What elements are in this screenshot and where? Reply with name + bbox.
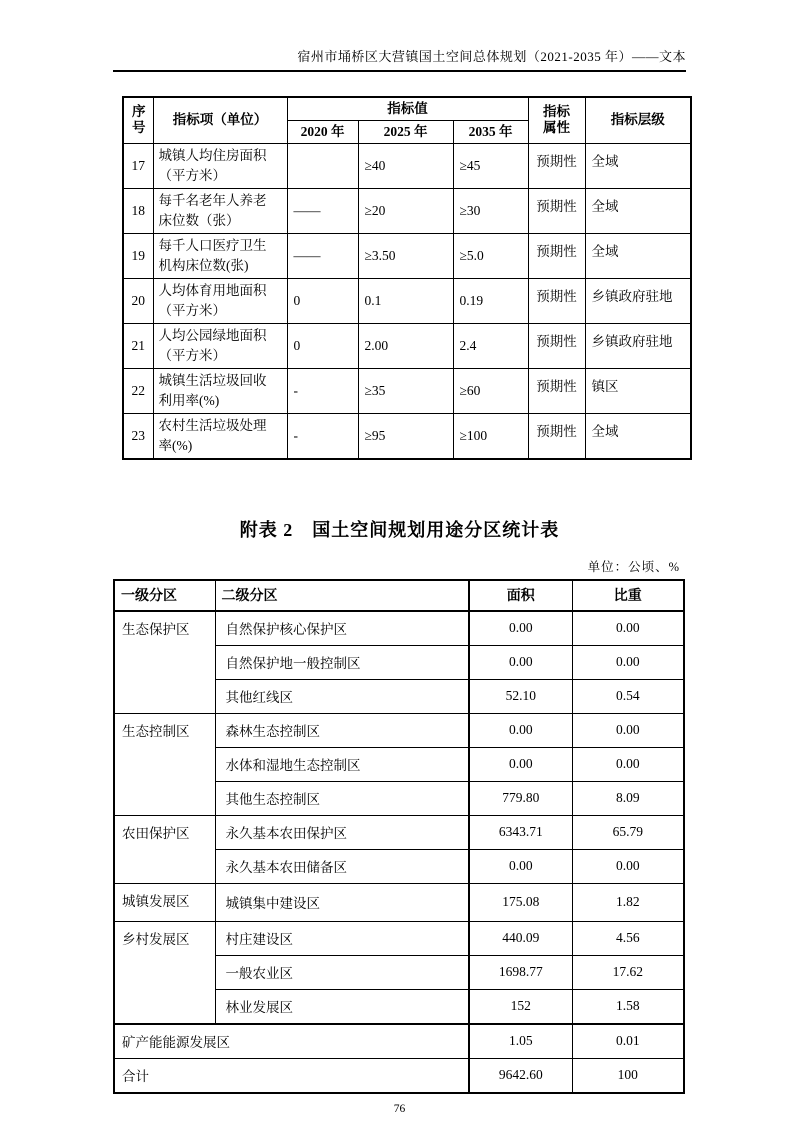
- level-cell: 全域: [585, 188, 691, 233]
- zoning-row: [114, 921, 684, 955]
- secondary-zone-cell: 自然保护地一般控制区: [215, 645, 469, 679]
- indicator-row: [123, 278, 691, 323]
- serial-cell: 17: [123, 143, 153, 188]
- attribute-cell: 预期性: [528, 233, 585, 278]
- unit-note: 单位：公顷、%: [587, 559, 680, 574]
- secondary-zone-cell: 一般农业区: [215, 955, 469, 989]
- zoning-table-body: [114, 611, 684, 1093]
- value-2035-cell: ≥45: [453, 143, 528, 188]
- area-cell: 52.10: [469, 679, 572, 713]
- serial-cell: 19: [123, 233, 153, 278]
- span-zone-cell: 矿产能能源发展区: [114, 1024, 469, 1059]
- secondary-zone-cell: 永久基本农田储备区: [215, 849, 469, 883]
- zoning-table: [113, 579, 685, 1094]
- serial-cell: 21: [123, 323, 153, 368]
- area-cell: 0.00: [469, 713, 572, 747]
- share-cell: 0.00: [572, 645, 684, 679]
- page-number: 76: [393, 1102, 406, 1115]
- value-2025-cell: 2.00: [358, 323, 453, 368]
- level-cell: 全域: [585, 143, 691, 188]
- indicator-table-body: [123, 143, 691, 459]
- value-2020-cell: ——: [287, 233, 358, 278]
- primary-zone-cell: 生态控制区: [114, 713, 215, 815]
- col-header-secondary-zone: 二级分区: [215, 580, 469, 611]
- value-2025-cell: ≥3.50: [358, 233, 453, 278]
- col-header-year-2025: 2025 年: [358, 120, 453, 143]
- serial-cell: 22: [123, 368, 153, 413]
- level-cell: 乡镇政府驻地: [585, 323, 691, 368]
- area-cell: 0.00: [469, 747, 572, 781]
- zoning-header-row: [114, 580, 684, 611]
- secondary-zone-cell: 其他红线区: [215, 679, 469, 713]
- share-cell: 1.58: [572, 989, 684, 1024]
- area-cell: 440.09: [469, 921, 572, 955]
- indicator-row: [123, 323, 691, 368]
- value-2025-cell: 0.1: [358, 278, 453, 323]
- share-cell: 0.00: [572, 747, 684, 781]
- zoning-row: [114, 883, 684, 921]
- col-header-year-2035: 2035 年: [453, 120, 528, 143]
- area-cell: 0.00: [469, 645, 572, 679]
- share-cell: 0.01: [572, 1024, 684, 1059]
- serial-cell: 18: [123, 188, 153, 233]
- indicator-row: [123, 143, 691, 188]
- attribute-cell: 预期性: [528, 143, 585, 188]
- value-2035-cell: ≥100: [453, 413, 528, 459]
- col-header-primary-zone: 一级分区: [114, 580, 215, 611]
- value-2025-cell: ≥20: [358, 188, 453, 233]
- indicator-row: [123, 233, 691, 278]
- attribute-cell: 预期性: [528, 323, 585, 368]
- value-2020-cell: -: [287, 413, 358, 459]
- value-2035-cell: 0.19: [453, 278, 528, 323]
- value-2020-cell: -: [287, 368, 358, 413]
- indicator-item-cell: 每千名老年人养老床位数（张）: [153, 188, 287, 233]
- indicator-row: [123, 413, 691, 459]
- value-2035-cell: ≥60: [453, 368, 528, 413]
- primary-zone-cell: 城镇发展区: [114, 883, 215, 921]
- attribute-cell: 预期性: [528, 188, 585, 233]
- value-2035-cell: 2.4: [453, 323, 528, 368]
- area-cell: 0.00: [469, 611, 572, 646]
- indicator-item-cell: 城镇人均住房面积（平方米）: [153, 143, 287, 188]
- secondary-zone-cell: 其他生态控制区: [215, 781, 469, 815]
- level-cell: 乡镇政府驻地: [585, 278, 691, 323]
- secondary-zone-cell: 村庄建设区: [215, 921, 469, 955]
- value-2035-cell: ≥30: [453, 188, 528, 233]
- indicator-table: [122, 96, 692, 460]
- area-cell: 175.08: [469, 883, 572, 921]
- primary-zone-cell: 生态保护区: [114, 611, 215, 714]
- share-cell: 8.09: [572, 781, 684, 815]
- area-cell: 1.05: [469, 1024, 572, 1059]
- share-cell: 0.00: [572, 849, 684, 883]
- col-header-attribute: 指标属性: [528, 97, 585, 143]
- indicator-item-cell: 每千人口医疗卫生机构床位数(张): [153, 233, 287, 278]
- secondary-zone-cell: 城镇集中建设区: [215, 883, 469, 921]
- indicator-item-cell: 农村生活垃圾处理率(%): [153, 413, 287, 459]
- value-2020-cell: [287, 143, 358, 188]
- attribute-cell: 预期性: [528, 413, 585, 459]
- area-cell: 1698.77: [469, 955, 572, 989]
- area-cell: 9642.60: [469, 1058, 572, 1093]
- col-header-serial: 序号: [123, 97, 153, 143]
- col-header-area: 面积: [469, 580, 572, 611]
- indicator-row: [123, 188, 691, 233]
- area-cell: 779.80: [469, 781, 572, 815]
- share-cell: 0.54: [572, 679, 684, 713]
- share-cell: 65.79: [572, 815, 684, 849]
- page-content: [113, 45, 686, 1115]
- value-2025-cell: ≥40: [358, 143, 453, 188]
- secondary-zone-cell: 水体和湿地生态控制区: [215, 747, 469, 781]
- share-cell: 17.62: [572, 955, 684, 989]
- span-zone-cell: 合计: [114, 1058, 469, 1093]
- primary-zone-cell: 乡村发展区: [114, 921, 215, 1024]
- value-2025-cell: ≥35: [358, 368, 453, 413]
- share-cell: 4.56: [572, 921, 684, 955]
- zoning-span-row: [114, 1024, 684, 1059]
- zoning-row: [114, 815, 684, 849]
- secondary-zone-cell: 永久基本农田保护区: [215, 815, 469, 849]
- value-2020-cell: 0: [287, 278, 358, 323]
- value-2020-cell: 0: [287, 323, 358, 368]
- share-cell: 1.82: [572, 883, 684, 921]
- share-cell: 0.00: [572, 611, 684, 646]
- table2-title: 附表 2 国土空间规划用途分区统计表: [239, 519, 560, 540]
- indicator-item-cell: 人均体育用地面积（平方米）: [153, 278, 287, 323]
- col-header-item: 指标项（单位）: [153, 97, 287, 143]
- indicator-item-cell: 人均公园绿地面积（平方米）: [153, 323, 287, 368]
- secondary-zone-cell: 林业发展区: [215, 989, 469, 1024]
- value-2020-cell: ——: [287, 188, 358, 233]
- attribute-cell: 预期性: [528, 278, 585, 323]
- col-header-year-2020: 2020 年: [287, 120, 358, 143]
- indicator-row: [123, 368, 691, 413]
- serial-cell: 23: [123, 413, 153, 459]
- share-cell: 0.00: [572, 713, 684, 747]
- area-cell: 6343.71: [469, 815, 572, 849]
- secondary-zone-cell: 自然保护核心保护区: [215, 611, 469, 646]
- zoning-span-row: [114, 1058, 684, 1093]
- indicator-header-row-top: [123, 97, 691, 120]
- share-cell: 100: [572, 1058, 684, 1093]
- zoning-row: [114, 611, 684, 646]
- col-header-share: 比重: [572, 580, 684, 611]
- zoning-row: [114, 713, 684, 747]
- indicator-item-cell: 城镇生活垃圾回收利用率(%): [153, 368, 287, 413]
- serial-cell: 20: [123, 278, 153, 323]
- attribute-cell: 预期性: [528, 368, 585, 413]
- col-header-value-group: 指标值: [287, 97, 528, 120]
- col-header-level: 指标层级: [585, 97, 691, 143]
- level-cell: 镇区: [585, 368, 691, 413]
- level-cell: 全域: [585, 413, 691, 459]
- value-2035-cell: ≥5.0: [453, 233, 528, 278]
- area-cell: 152: [469, 989, 572, 1024]
- running-header: 宿州市埇桥区大营镇国土空间总体规划（2021-2035 年）——文本: [113, 45, 686, 72]
- secondary-zone-cell: 森林生态控制区: [215, 713, 469, 747]
- level-cell: 全域: [585, 233, 691, 278]
- area-cell: 0.00: [469, 849, 572, 883]
- value-2025-cell: ≥95: [358, 413, 453, 459]
- primary-zone-cell: 农田保护区: [114, 815, 215, 883]
